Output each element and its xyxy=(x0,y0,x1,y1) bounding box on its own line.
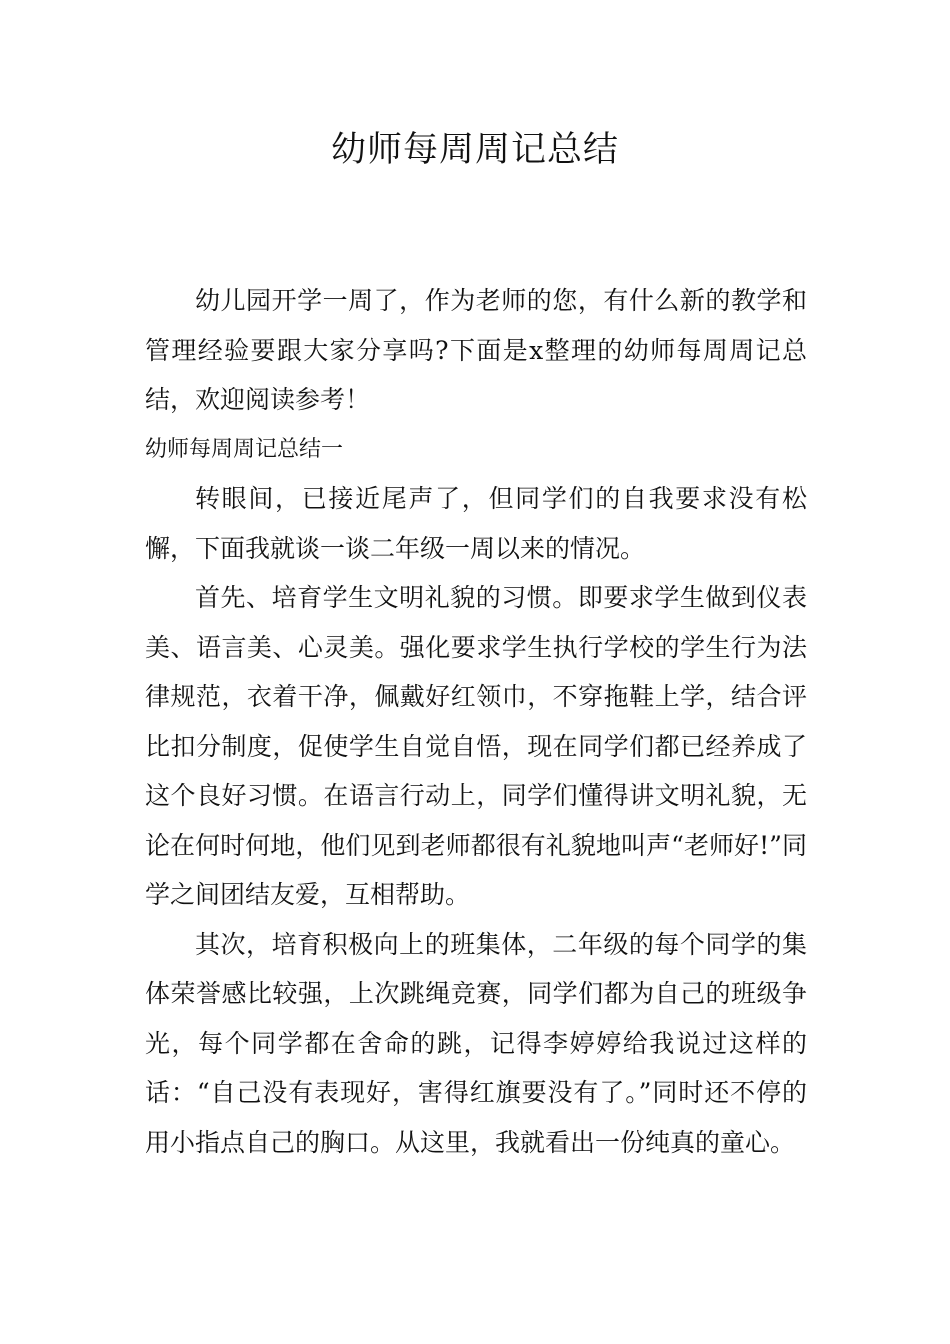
body-paragraph-3: 其次，培育积极向上的班集体，二年级的每个同学的集体荣誉感比较强，上次跳绳竞赛，同学们都为自己的班级争光，每个同学都在舍命的跳，记得李婷婷给我说过这样的话：“自己没有表现好，害得红旗要没有了。”同时还不停的用小指点自己的胸口。从这里，我就看出一份纯真的童心。 xyxy=(145,929,807,1157)
intro-paragraph: 幼儿园开学一周了，作为老师的您，有什么新的教学和管理经验要跟大家分享吗?下面是x整理的幼师每周周记总结，欢迎阅读参考！ xyxy=(145,286,807,414)
body-paragraph-1: 转眼间，已接近尾声了，但同学们的自我要求没有松懈，下面我就谈一谈二年级一周以来的情况。 xyxy=(145,484,807,563)
body-paragraph-2: 首先、培育学生文明礼貌的习惯。即要求学生做到仪表美、语言美、心灵美。强化要求学生执行学校的学生行为法律规范，衣着干净，佩戴好红领巾，不穿拖鞋上学，结合评比扣分制度，促使学生自觉自悟，现在同学们都已经养成了这个良好习惯。在语言行动上，同学们懂得讲文明礼貌，无论在何时何地，他们见到老师都很有礼貌地叫声“老师好!”同学之间团结友爱，互相帮助。 xyxy=(145,583,807,909)
section-heading: 幼师每周周记总结一 xyxy=(145,436,344,462)
document-title: 幼师每周周记总结 xyxy=(330,130,619,170)
document-body xyxy=(145,276,807,1167)
